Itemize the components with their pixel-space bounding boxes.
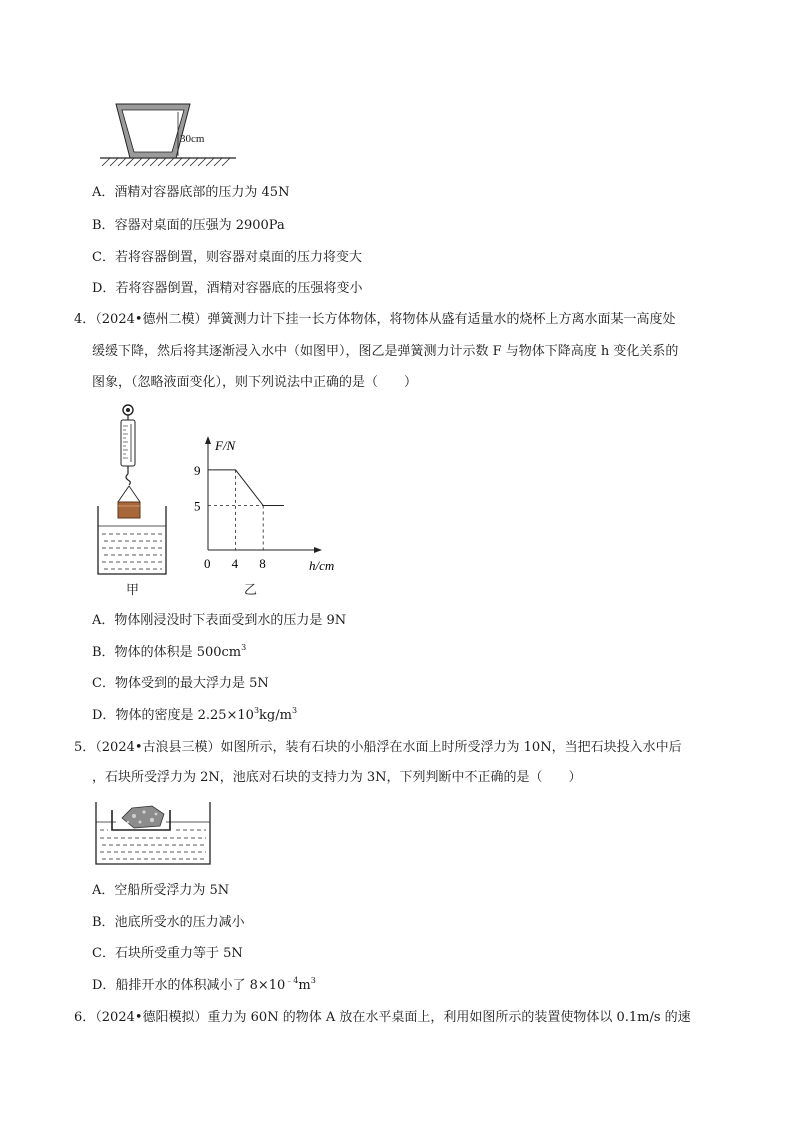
superscript: 3 bbox=[241, 643, 247, 652]
q4-option-b[interactable] bbox=[92, 645, 246, 661]
option-text: 容器对桌面的压强为 2900Pa bbox=[114, 218, 285, 233]
q6-stem-line1: 6．（2024•德阳模拟）重力为 60N 的物体 A 放在水平桌面上，利用如图所示的装置使物体以 0.1m/s 的速 bbox=[74, 1010, 691, 1025]
x-tick-label: 8 bbox=[259, 556, 266, 571]
container-height-label: 30cm bbox=[180, 133, 205, 145]
option-text: 物体受到的最大浮力是 5N bbox=[114, 676, 269, 691]
superscript: 3 bbox=[253, 706, 260, 715]
option-key: B． bbox=[92, 645, 115, 660]
q4-stem-line2: 缓缓下降，然后将其逐渐浸入水中（如图甲），图乙是弹簧测力计示数 F 与物体下降高度 h 变化关系的 bbox=[92, 344, 679, 359]
x-axis-arrow bbox=[314, 547, 322, 553]
q3-option-d[interactable] bbox=[92, 281, 362, 297]
q4-stem-line3: 图象，（忽略液面变化），则下列说法中正确的是（ ） bbox=[92, 375, 418, 390]
option-text: 若将容器倒置，则容器对桌面的压力将变大 bbox=[114, 250, 362, 265]
option-text: 船排开水的体积减小了 8×10 bbox=[115, 978, 286, 993]
y-axis-arrow bbox=[205, 436, 211, 444]
option-text: 空船所受浮力为 5N bbox=[114, 883, 230, 898]
option-key: B． bbox=[92, 218, 115, 233]
figure-yi-label: 乙 bbox=[244, 583, 258, 598]
q4-option-d[interactable] bbox=[92, 708, 297, 724]
q5-option-c[interactable] bbox=[92, 946, 243, 962]
q5-stem-line2: ，石块所受浮力为 2N，池底对石块的支持力为 3N，下列判断中不正确的是（ ） bbox=[92, 770, 582, 785]
q4-stem-line1: 4．（2024•德州二模）弹簧测力计下挂一长方体物体，将物体从盛有适量水的烧杯上方离水面某一高度处 bbox=[74, 312, 676, 327]
x-axis-label: h/cm bbox=[309, 558, 335, 572]
option-key: B． bbox=[92, 915, 115, 930]
series-line bbox=[208, 470, 284, 506]
q5-option-b[interactable] bbox=[92, 915, 245, 931]
option-text: 若将容器倒置，酒精对容器底的压强将变小 bbox=[115, 281, 363, 296]
option-key: C． bbox=[92, 946, 115, 961]
q5-option-d[interactable] bbox=[92, 978, 316, 994]
option-text: 池底所受水的压力减小 bbox=[114, 915, 245, 930]
option-key: D． bbox=[92, 281, 116, 296]
option-text-tail: m bbox=[298, 978, 311, 993]
x-tick-label: 4 bbox=[231, 556, 239, 571]
container-figure bbox=[98, 100, 238, 170]
x-tick-label: 0 bbox=[204, 556, 211, 571]
q4-option-a[interactable] bbox=[92, 613, 346, 629]
option-text: 物体刚浸没时下表面受到水的压力是 9N bbox=[114, 613, 347, 628]
boat-figure bbox=[94, 800, 214, 868]
option-text: 酒精对容器底部的压力为 45N bbox=[114, 185, 290, 200]
q5-option-a[interactable] bbox=[92, 883, 229, 899]
option-key: A． bbox=[92, 613, 115, 628]
superscript: 3 bbox=[291, 706, 298, 715]
option-text: 石块所受重力等于 5N bbox=[114, 946, 243, 961]
q3-option-c[interactable] bbox=[92, 250, 362, 266]
option-key: C． bbox=[92, 676, 115, 691]
option-key: D． bbox=[92, 708, 116, 723]
y-tick-label: 9 bbox=[194, 462, 201, 478]
option-text: 物体的体积是 500cm bbox=[114, 645, 242, 660]
superscript: ﹣4 bbox=[285, 976, 299, 985]
superscript: 3 bbox=[310, 976, 316, 985]
figure-jia-label: 甲 bbox=[126, 583, 140, 598]
option-text: 物体的密度是 2.25×10 bbox=[115, 708, 254, 723]
option-text-tail: kg/m bbox=[259, 708, 292, 723]
y-tick-label: 5 bbox=[194, 498, 201, 514]
spring-scale-figure bbox=[92, 402, 172, 578]
option-key: D． bbox=[92, 978, 116, 993]
q4-option-c[interactable] bbox=[92, 676, 269, 692]
force-height-chart bbox=[190, 432, 360, 572]
q5-stem-line1: 5．（2024•古浪县三模）如图所示，装有石块的小船浮在水面上时所受浮力为 10N，当把石块投入水中后 bbox=[74, 740, 682, 755]
y-axis-label: F/N bbox=[215, 438, 236, 453]
option-key: A． bbox=[92, 185, 115, 200]
q3-option-a[interactable] bbox=[92, 185, 289, 201]
q3-option-b[interactable] bbox=[92, 218, 285, 234]
option-key: C． bbox=[92, 250, 115, 265]
option-key: A． bbox=[92, 883, 115, 898]
